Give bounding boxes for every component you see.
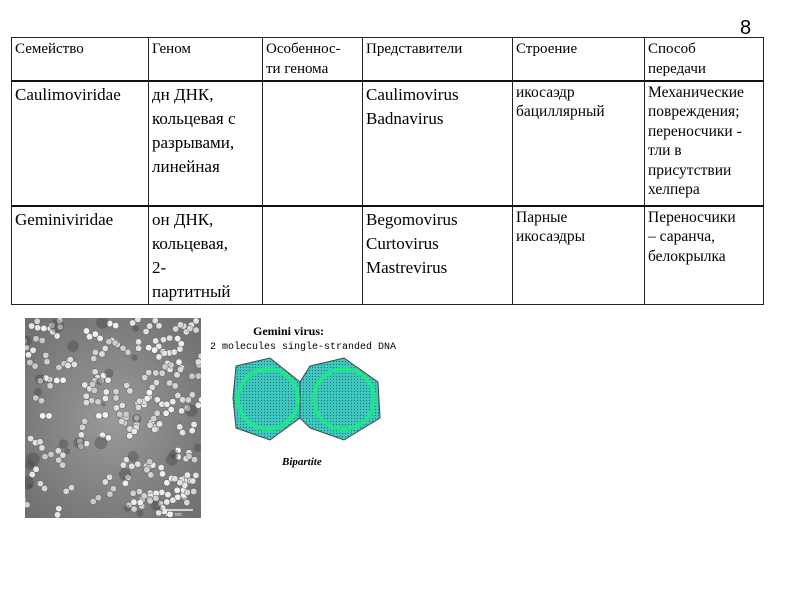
cell-features — [263, 206, 363, 305]
table-row — [12, 81, 764, 206]
header-transmission: Способ передачи — [645, 38, 764, 81]
header-representatives: Представители — [363, 38, 513, 81]
table-header-row — [12, 38, 764, 81]
table-row — [12, 206, 764, 305]
header-family: Семейство — [12, 38, 149, 81]
cell-structure: Парные икосаэдры — [513, 206, 645, 305]
electron-micrograph-image — [25, 318, 201, 518]
cell-transmission: Переносчики – саранча, белокрылка — [645, 206, 764, 305]
cell-family: Geminiviridae — [12, 206, 149, 305]
header-genome-features: Особеннос- ти генома — [263, 38, 363, 81]
gemini-virus-diagram — [200, 318, 420, 478]
cell-features — [263, 81, 363, 206]
diagram-title: Gemini virus: — [253, 324, 324, 338]
cell-representatives: Caulimovirus Badnavirus — [363, 81, 513, 206]
virus-table — [11, 37, 764, 305]
diagram-subtitle: 2 molecules single-stranded DNA — [210, 342, 397, 353]
cell-transmission: Механические повреждения; переносчики - тли в присутствии хелпера — [645, 81, 764, 206]
cell-representatives: Begomovirus Curtovirus Mastrevirus — [363, 206, 513, 305]
cell-family: Caulimoviridae — [12, 81, 149, 206]
cell-genome: он ДНК, кольцевая, 2- партитный — [149, 206, 263, 305]
electron-micrograph — [25, 318, 201, 518]
scale-bar-label: 100 nm — [165, 512, 182, 518]
cell-genome: дн ДНК, кольцевая с разрывами, линейная — [149, 81, 263, 206]
bipartite-virion-drawing — [200, 318, 420, 478]
header-structure: Строение — [513, 38, 645, 81]
page-number: 8 — [740, 17, 752, 39]
cell-structure: икосаэдр бациллярный — [513, 81, 645, 206]
diagram-caption: Bipartite — [282, 456, 322, 468]
header-genome: Геном — [149, 38, 263, 81]
